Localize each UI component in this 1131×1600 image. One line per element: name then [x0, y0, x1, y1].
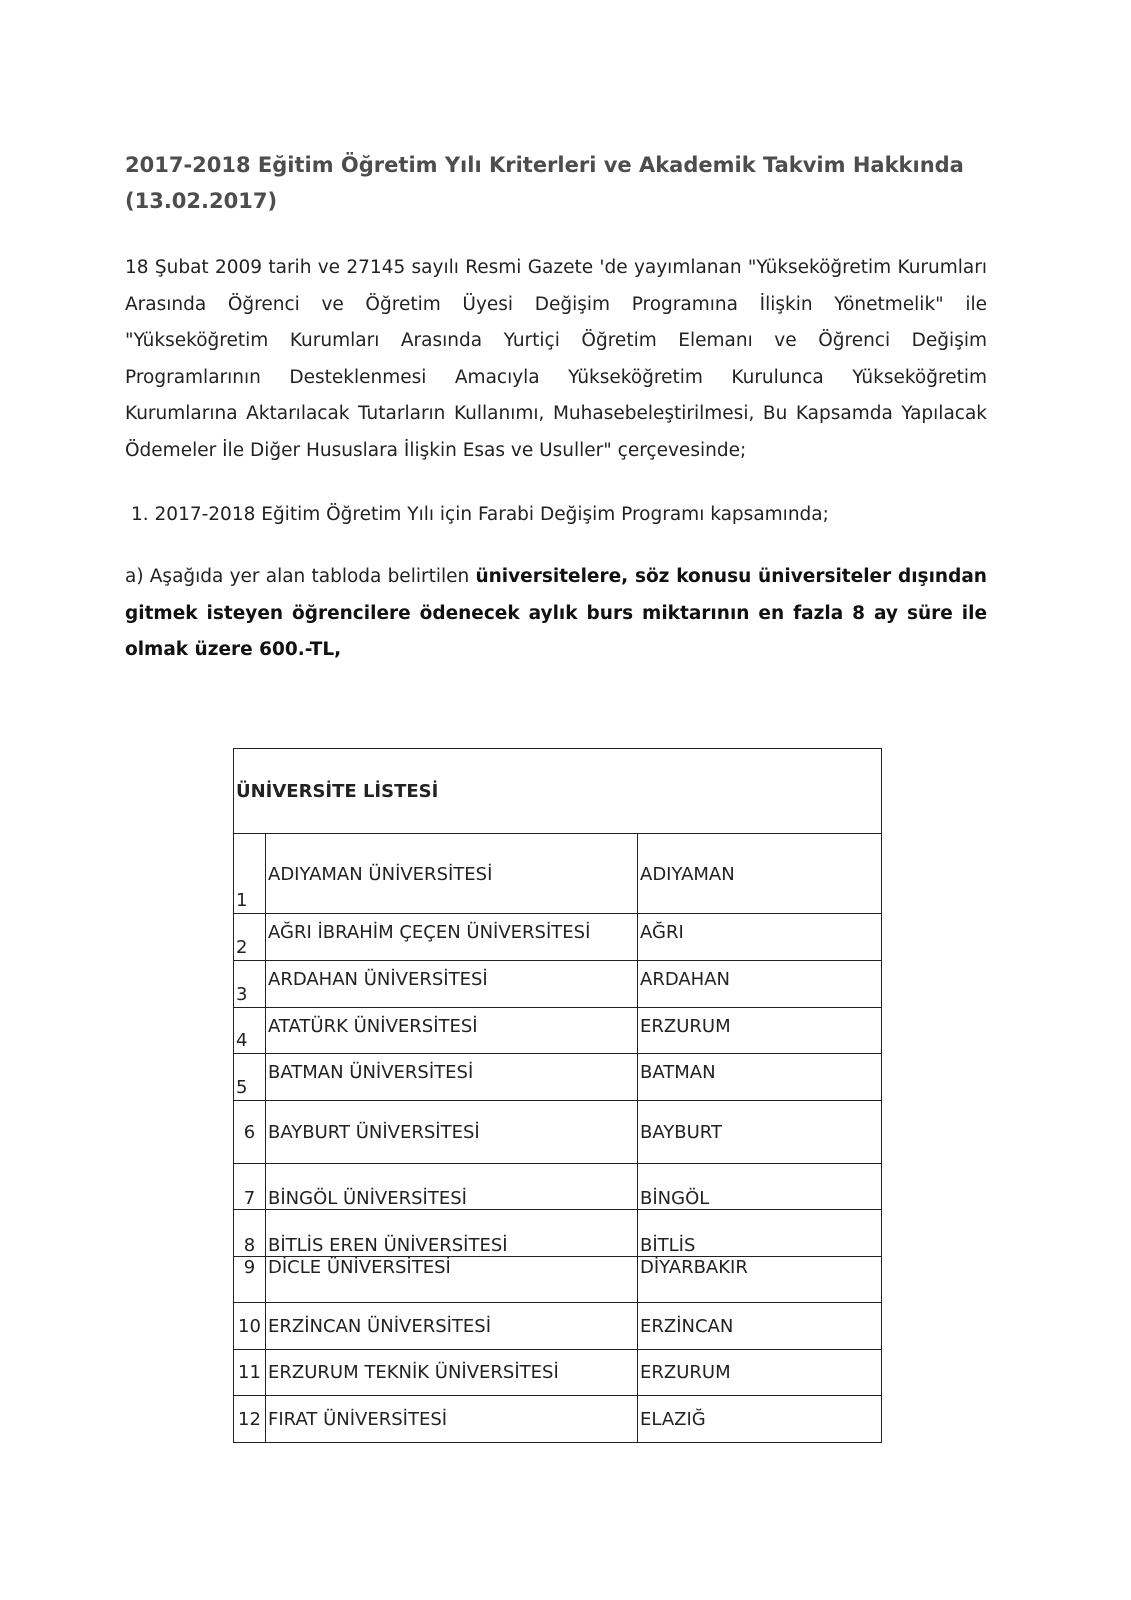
- intro-paragraph: 18 Şubat 2009 tarih ve 27145 sayılı Resmi Gazete 'de yayımlanan "Yükseköğretim Kurumları Arasında Öğrenci ve Öğretim Üyesi Değişim Programına İlişkin Yönetmelik" ile "Yükseköğretim Kurumları Arasında Yurtiçi Öğretim Elemanı ve Öğrenci Değişim Programlarının Desteklenmesi Amacıyla Yükseköğretim Kurulunca Yükseköğretim Kurumlarına Aktarılacak Tutarların Kullanımı, Muhasebeleştirilmesi, Bu Kapsamda Yapılacak Ödemeler İle Diğer Hususlara İlişkin Esas ve Usuller" çerçevesinde;: [125, 257, 987, 461]
- university-name: FIRAT ÜNİVERSİTESİ: [266, 1396, 638, 1443]
- table-row: [234, 914, 882, 961]
- table-row: [234, 1303, 882, 1350]
- city-name: ERZİNCAN: [638, 1303, 882, 1350]
- title-line-1: 2017-2018 Eğitim Öğretim Yılı Kriterleri ve Akademik Takvim Hakkında: [125, 153, 964, 177]
- table-header: ÜNİVERSİTE LİSTESİ: [234, 749, 882, 834]
- university-name: BAYBURT ÜNİVERSİTESİ: [266, 1101, 638, 1164]
- city-name: BATMAN: [638, 1054, 882, 1101]
- table-row: [234, 1008, 882, 1054]
- row-number: 3: [234, 961, 266, 1008]
- university-name: ARDAHAN ÜNİVERSİTESİ: [266, 961, 638, 1008]
- paragraph-a-bold-text: üniversitelere, söz konusu üniversiteler dışından gitmek isteyen öğrencilere ödenecek aylık burs miktarının en fazla 8 ay süre ile olmak üzere 600.-TL,: [125, 566, 987, 661]
- table-row: [234, 1101, 882, 1164]
- table-row: [234, 1350, 882, 1396]
- table-row: [234, 961, 882, 1008]
- city-name: ERZURUM: [638, 1350, 882, 1396]
- title-line-2: (13.02.2017): [125, 189, 278, 213]
- row-number: 8: [234, 1210, 266, 1257]
- city-name: BİTLİS: [638, 1210, 882, 1257]
- row-number: 2: [234, 914, 266, 961]
- university-name: DİCLE ÜNİVERSİTESİ: [266, 1257, 638, 1303]
- row-number: 1: [234, 834, 266, 914]
- row-number: 12: [234, 1396, 266, 1443]
- city-name: AĞRI: [638, 914, 882, 961]
- university-name: ERZURUM TEKNİK ÜNİVERSİTESİ: [266, 1350, 638, 1396]
- city-name: ADIYAMAN: [638, 834, 882, 914]
- table-row: [234, 1054, 882, 1101]
- paragraph-a: [125, 559, 987, 669]
- university-name: ADIYAMAN ÜNİVERSİTESİ: [266, 834, 638, 914]
- city-name: ERZURUM: [638, 1008, 882, 1054]
- university-name: BİNGÖL ÜNİVERSİTESİ: [266, 1164, 638, 1210]
- university-name: BİTLİS EREN ÜNİVERSİTESİ: [266, 1210, 638, 1257]
- city-name: DİYARBAKIR: [638, 1257, 882, 1303]
- table-row: [234, 1396, 882, 1443]
- university-name: ATATÜRK ÜNİVERSİTESİ: [266, 1008, 638, 1054]
- page-title: [125, 147, 1005, 219]
- table-row: [234, 1164, 882, 1210]
- row-number: 5: [234, 1054, 266, 1101]
- city-name: BAYBURT: [638, 1101, 882, 1164]
- row-number: 7: [234, 1164, 266, 1210]
- numbered-item-1: 1. 2017-2018 Eğitim Öğretim Yılı için Farabi Değişim Programı kapsamında;: [131, 504, 829, 525]
- table-row: [234, 1210, 882, 1257]
- university-name: ERZİNCAN ÜNİVERSİTESİ: [266, 1303, 638, 1350]
- city-name: ELAZIĞ: [638, 1396, 882, 1443]
- row-number: 11: [234, 1350, 266, 1396]
- city-name: BİNGÖL: [638, 1164, 882, 1210]
- row-number: 6: [234, 1101, 266, 1164]
- table-row: [234, 834, 882, 914]
- row-number: 4: [234, 1008, 266, 1054]
- university-table: [233, 748, 882, 1443]
- paragraph-a-text: a) Aşağıda yer alan tabloda belirtilen: [125, 566, 476, 587]
- university-name: BATMAN ÜNİVERSİTESİ: [266, 1054, 638, 1101]
- city-name: ARDAHAN: [638, 961, 882, 1008]
- row-number: 9: [234, 1257, 266, 1303]
- table-row: [234, 1257, 882, 1303]
- row-number: 10: [234, 1303, 266, 1350]
- table-header-row: [234, 749, 882, 834]
- university-name: AĞRI İBRAHİM ÇEÇEN ÜNİVERSİTESİ: [266, 914, 638, 961]
